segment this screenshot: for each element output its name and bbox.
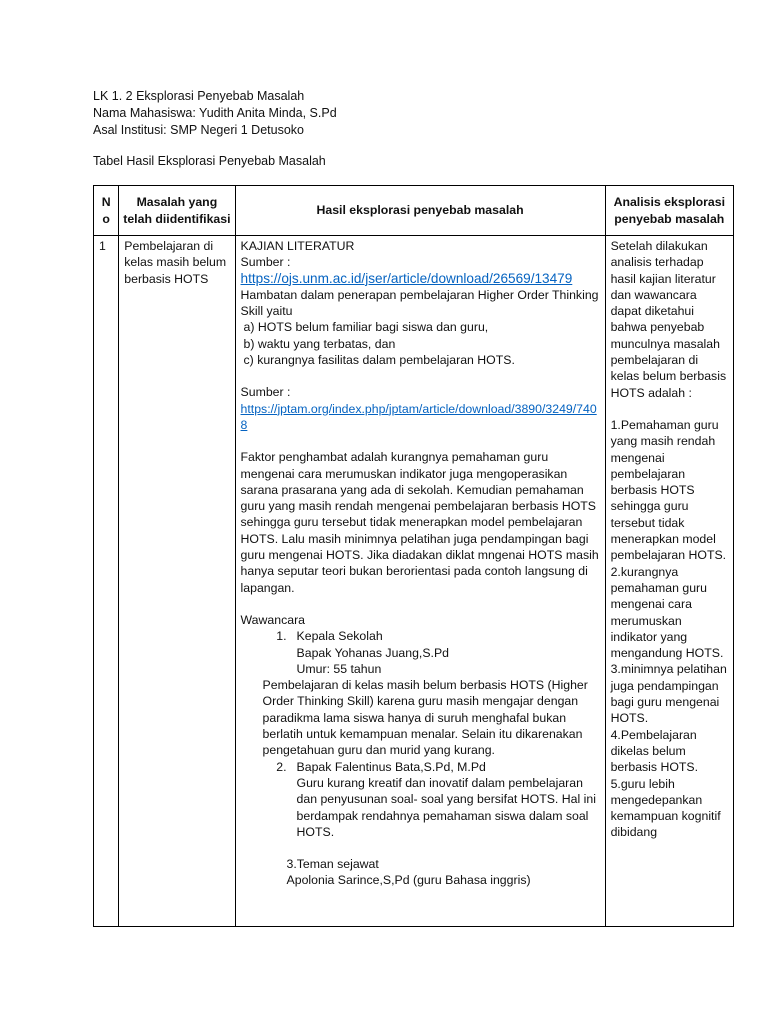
item1-title: Kepala Sekolah <box>296 629 383 644</box>
institution: Asal Institusi: SMP Negeri 1 Detusoko <box>93 123 304 137</box>
item1-text: Pembelajaran di kelas masih belum berbasis HOTS (Higher Order Thinking Skill) karena guru masih mengajar dengan paradikma lama siswa hanya di suruh menghafal bukan berlatih untuk kemampuan menalar. Selain itu dikarenakan pengetahuan guru dan murid yang kurang. <box>262 678 588 758</box>
header-hasil: Hasil eksplorasi penyebab masalah <box>235 186 605 236</box>
header-analisis: Analisis eksplorasi penyebab masalah <box>605 186 733 236</box>
header-no: No <box>94 186 119 236</box>
item2-text: Guru kurang kreatif dan inovatif dalam pembelajaran dan penyusunan soal- soal yang bersifat HOTS. Hal ini berdampak rendahnya pemahaman siswa dalam soal HOTS. <box>296 775 596 839</box>
header-masalah: Masalah yang telah diidentifikasi <box>119 186 235 236</box>
cell-masalah: Pembelajaran di kelas masih belum berbasis HOTS <box>119 236 235 927</box>
cell-analisis <box>605 236 733 927</box>
wawancara-title: Wawancara <box>240 612 305 627</box>
table-header-row <box>94 186 734 236</box>
analisis-intro: Setelah dilakukan analisis terhadap hasil kajian literatur dan wawancara dapat diketahui bahwa penyebab munculnya masalah pembelajaran di kelas belum berbasis HOTS adalah : <box>610 239 727 400</box>
sumber2-link[interactable]: https://jptam.org/index.php/jptam/article/download/3890/3249/7408 <box>240 401 597 432</box>
item1-number: 1. <box>276 629 287 644</box>
hambatan-a: a) HOTS belum familiar bagi siswa dan guru, <box>243 320 489 335</box>
table-title: Tabel Hasil Eksplorasi Penyebab Masalah <box>93 154 326 168</box>
item1-age: Umur: 55 tahun <box>296 661 382 676</box>
worksheet-title: LK 1. 2 Eksplorasi Penyebab Masalah <box>93 89 305 103</box>
kajian-title: KAJIAN LITERATUR <box>240 239 355 253</box>
table-row <box>94 236 734 927</box>
student-name: Nama Mahasiswa: Yudith Anita Minda, S.Pd <box>93 106 337 120</box>
faktor-paragraph: Faktor penghambat adalah kurangnya pemahaman guru mengenai cara merumuskan indikator juga mengoperasikan sarana prasarana yang ada di sekolah. Kemudian pemahaman guru yang masih rendah mengenai pembelajaran berbasis HOTS sehingga guru tersebut tidak menerapkan model pembelajaran HOTS. Lalu masih minimnya pelatihan juga pendampingan bagi guru mengenai HOTS. Jika diadakan diklat mngenai HOTS masih hanya seputar teori bukan berorientasi pada contoh langsung di lapangan. <box>240 450 599 595</box>
list-item <box>241 759 600 840</box>
item3-name: Apolonia Sarince,S,Pd (guru Bahasa inggris) <box>286 873 531 888</box>
sumber2-label: Sumber : <box>240 385 291 400</box>
sumber1-link[interactable]: https://ojs.unm.ac.id/jser/article/download/26569/13479 <box>240 270 573 286</box>
sumber1-label: Sumber : <box>240 255 291 270</box>
analisis-point-3: 3.minimnya pelatihan juga pendampingan bagi guru mengenai HOTS. <box>610 662 727 726</box>
cell-no: 1 <box>94 236 119 927</box>
hambatan-b: b) waktu yang terbatas, dan <box>243 336 396 351</box>
cell-hasil <box>235 236 605 927</box>
analisis-point-2: 2.kurangnya pemahaman guru mengenai cara merumuskan indikator yang mengandung HOTS. <box>610 564 724 661</box>
item3-title: 3.Teman sejawat <box>286 857 379 872</box>
hambatan-intro: Hambatan dalam penerapan pembelajaran Higher Order Thinking Skill yaitu <box>240 287 599 319</box>
item2-title: Bapak Falentinus Bata,S.Pd, M.Pd <box>296 759 486 774</box>
exploration-table <box>93 185 734 927</box>
item1-name: Bapak Yohanas Juang,S.Pd <box>296 645 450 660</box>
analisis-point-4: 4.Pembelajaran dikelas belum berbasis HOTS. <box>610 727 699 775</box>
hambatan-c: c) kurangnya fasilitas dalam pembelajaran HOTS. <box>243 353 515 368</box>
analisis-point-5: 5.guru lebih mengedepankan kemampuan kognitif dibidang <box>610 776 721 840</box>
list-item <box>241 628 600 677</box>
analisis-point-1: 1.Pemahaman guru yang masih rendah mengenai pembelajaran berbasis HOTS sehingga guru tersebut tidak menerapkan model pembelajaran HOTS. <box>610 417 727 563</box>
item2-number: 2. <box>276 759 287 774</box>
